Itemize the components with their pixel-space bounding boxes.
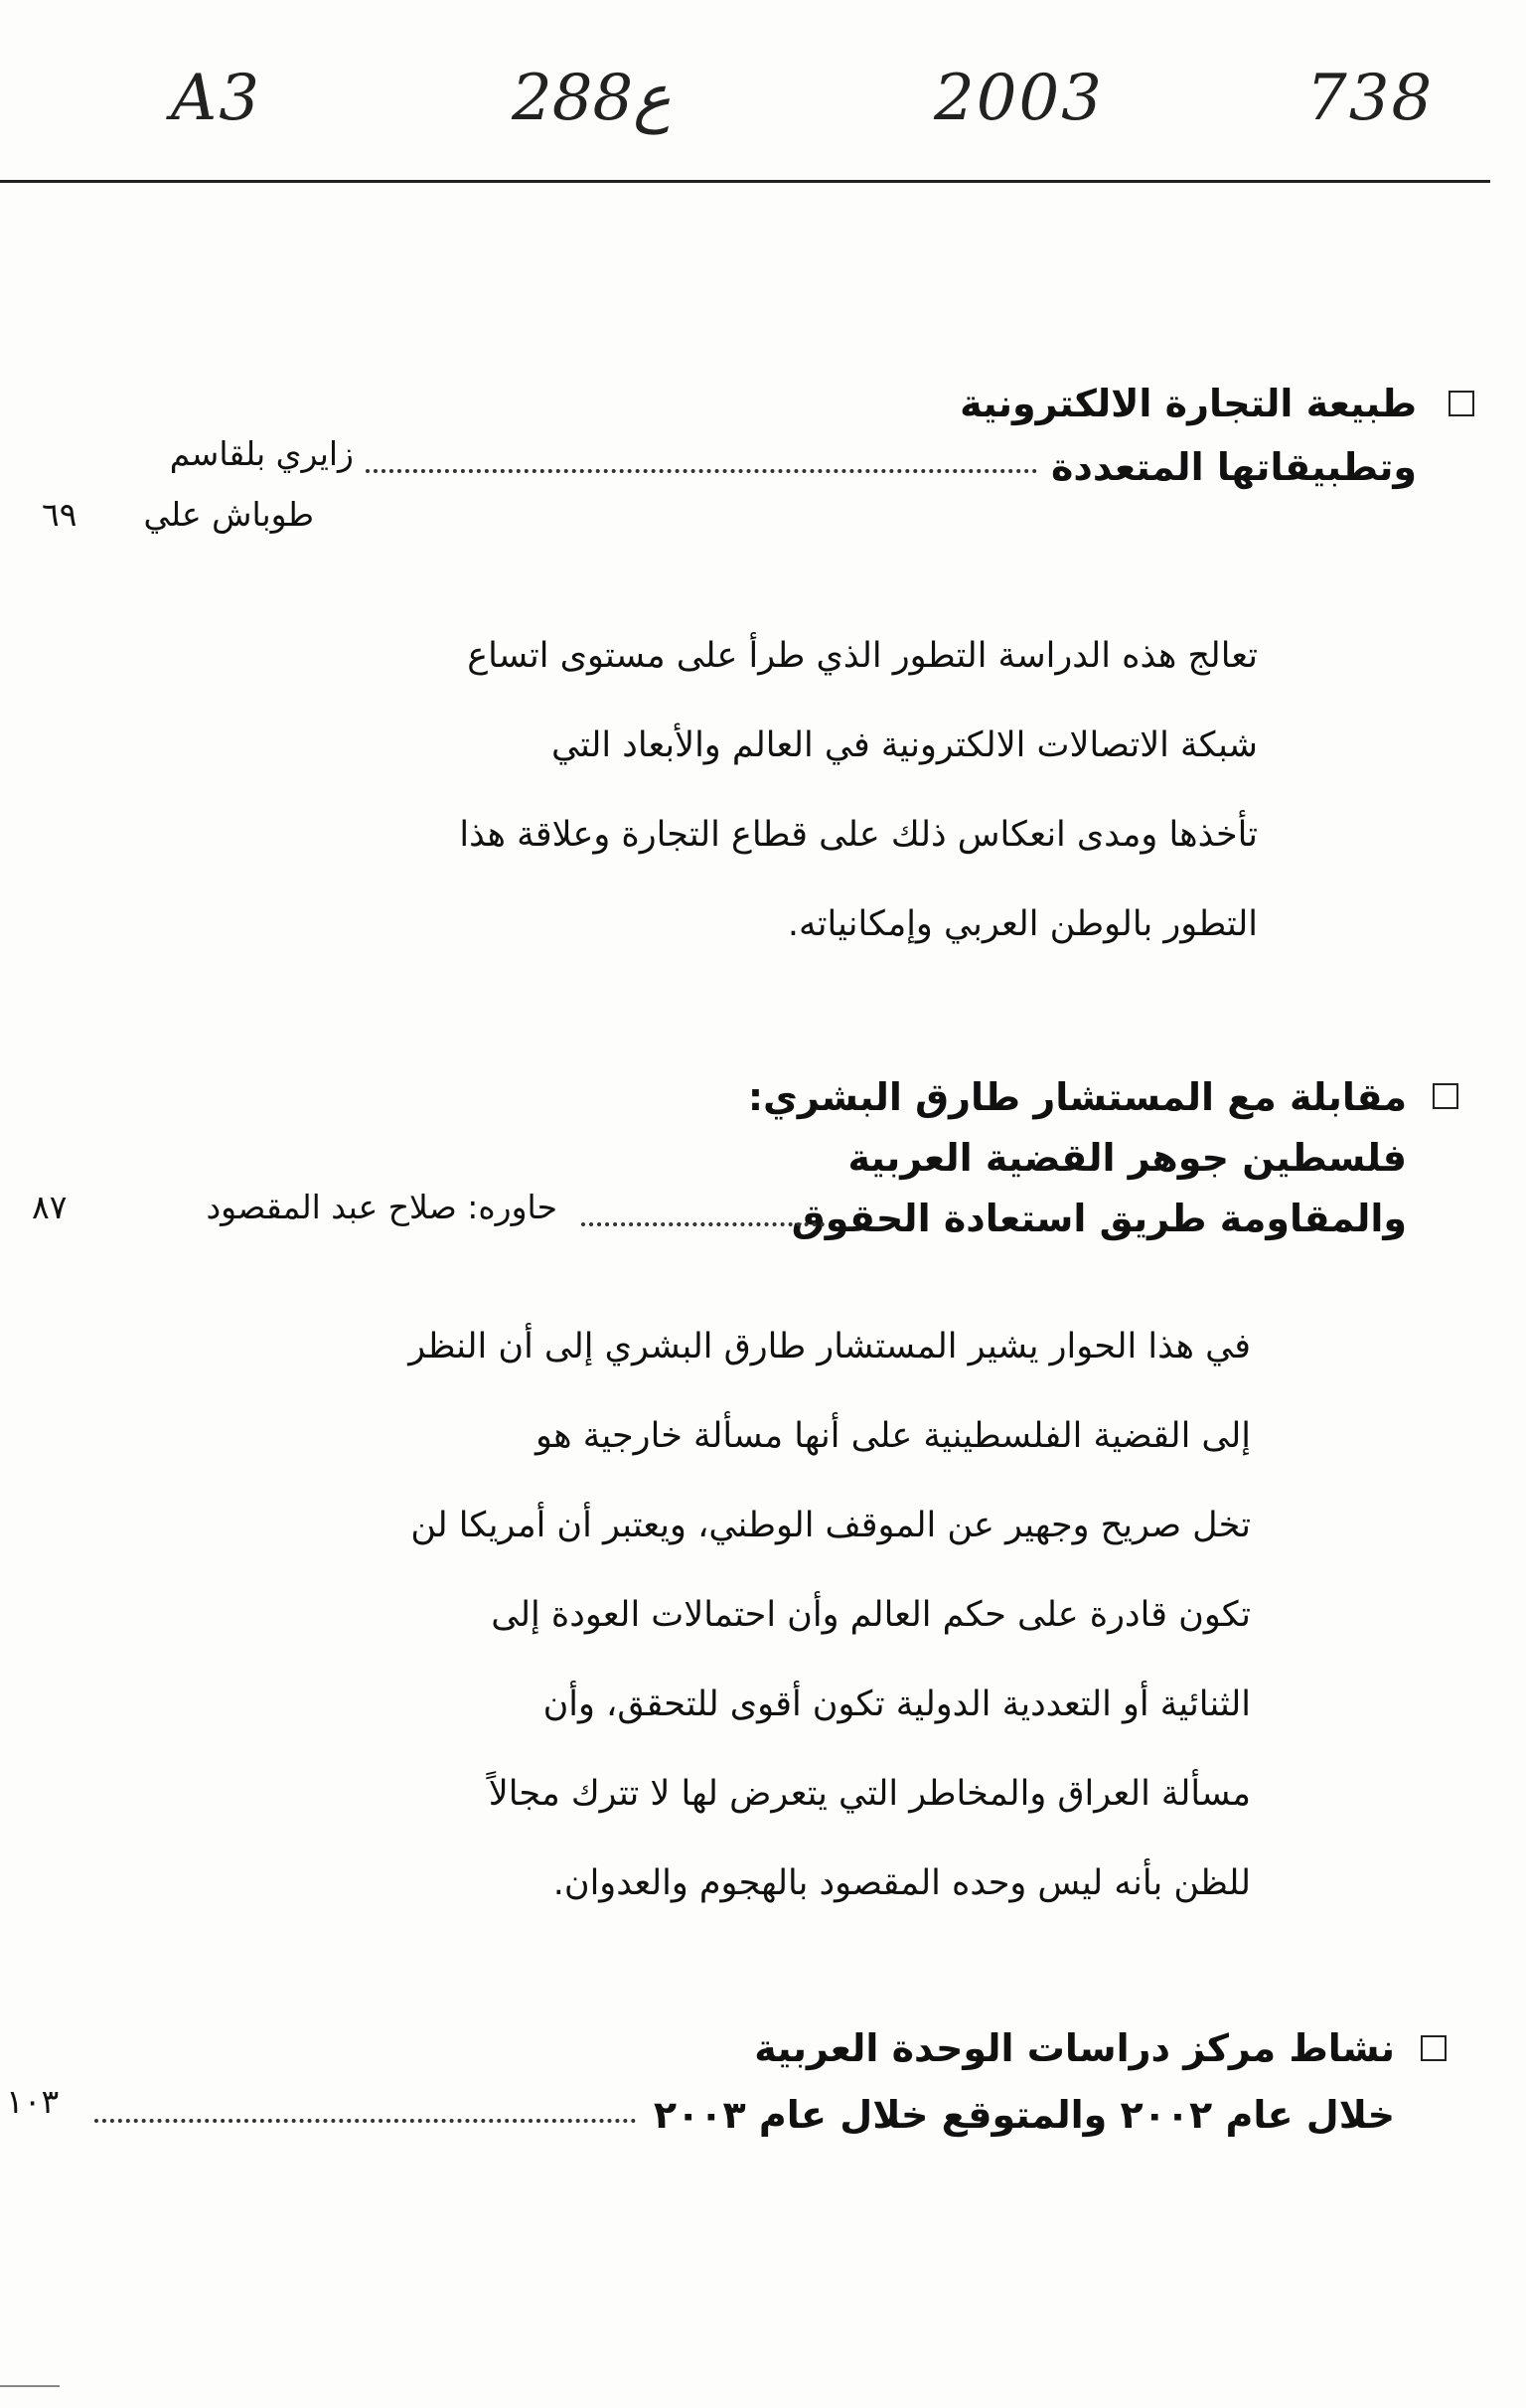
abstract-line: التطور بالوطن العربي وإمكانياته.	[787, 904, 1258, 944]
entry-page-number: ٦٩	[42, 495, 77, 534]
handwritten-mark-d: 738	[1306, 62, 1435, 135]
entry-author: طوباش علي	[143, 495, 314, 534]
footer-rule	[0, 2385, 60, 2387]
abstract-line: تعالج هذه الدراسة التطور الذي طرأ على مستوى اتساع	[467, 636, 1258, 676]
leader-dots	[581, 1222, 825, 1226]
entry-abstract	[257, 1302, 1251, 1928]
entry-page-number: ٨٧	[32, 1188, 68, 1226]
abstract-line: الثنائية أو التعددية الدولية تكون أقوى للتحقق، وأن	[542, 1685, 1251, 1724]
leader-dots	[366, 469, 1037, 473]
entry-author: زايري بلقاسم	[169, 434, 354, 473]
entry-page-number: ١٠٣	[6, 2082, 60, 2121]
entry-author: حاوره: صلاح عبد المقصود	[206, 1188, 557, 1226]
abstract-line: شبكة الاتصالات الالكترونية في العالم والأبعاد التي	[551, 725, 1258, 765]
checkbox-icon	[1421, 2035, 1447, 2061]
checkbox-icon	[1433, 1083, 1458, 1109]
entry-title-line: نشاط مركز دراسات الوحدة العربية	[754, 2026, 1395, 2070]
abstract-line: تكون قادرة على حكم العالم وأن احتمالات العودة إلى	[491, 1595, 1251, 1635]
header-rule	[0, 180, 1490, 183]
entry-title-line: والمقاومة طريق استعادة الحقوق	[791, 1197, 1407, 1240]
entry-abstract	[264, 611, 1258, 969]
abstract-line: تخل صريح وجهير عن الموقف الوطني، ويعتبر أن أمريكا لن	[410, 1506, 1251, 1545]
handwritten-mark-a: A3	[171, 62, 261, 135]
abstract-line: في هذا الحوار يشير المستشار طارق البشري إلى أن النظر	[408, 1327, 1251, 1366]
entry-title-line: مقابلة مع المستشار طارق البشري:	[747, 1075, 1407, 1119]
entry-title-line: طبيعة التجارة الالكترونية	[960, 382, 1417, 425]
abstract-line: للظن بأنه ليس وحده المقصود بالهجوم والعدوان.	[552, 1863, 1251, 1903]
handwritten-mark-c: 2003	[934, 62, 1104, 135]
leader-dots	[94, 2119, 636, 2123]
entry-title-line: خلال عام ٢٠٠٢ والمتوقع خلال عام ٢٠٠٣	[653, 2093, 1395, 2137]
abstract-line: إلى القضية الفلسطينية على أنها مسألة خارجية هو	[535, 1416, 1251, 1456]
entry-title-line: وتطبيقاتها المتعددة	[1050, 445, 1417, 489]
abstract-line: مسألة العراق والمخاطر التي يتعرض لها لا تترك مجالاً	[488, 1774, 1251, 1814]
abstract-line: تأخذها ومدى انعكاس ذلك على قطاع التجارة وعلاقة هذا	[459, 815, 1258, 855]
checkbox-icon	[1449, 391, 1474, 416]
entry-title-line: فلسطين جوهر القضية العربية	[847, 1136, 1407, 1180]
handwritten-mark-b: 288ع	[512, 62, 672, 135]
